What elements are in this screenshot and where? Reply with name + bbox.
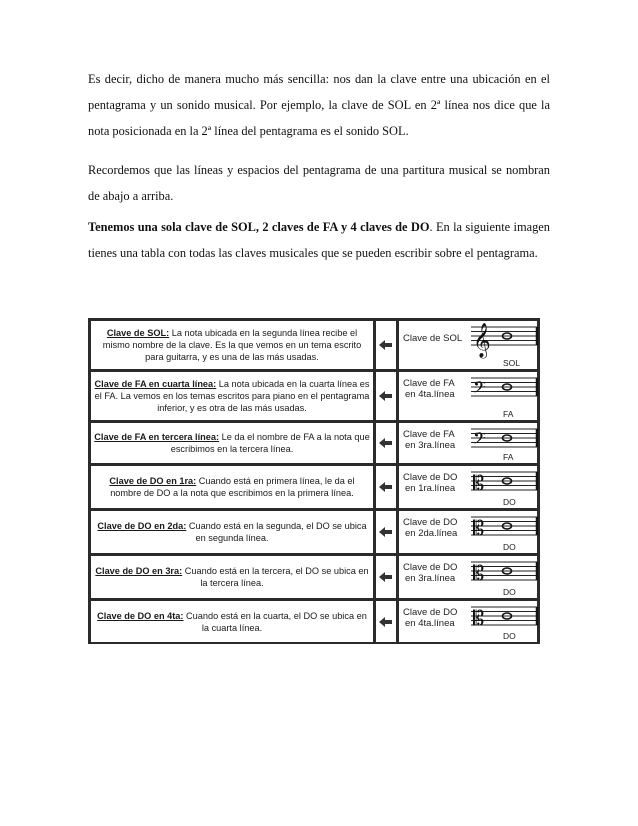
clef-label: Clave de FA xyxy=(403,429,455,440)
clefs-table-image xyxy=(88,318,540,644)
note-name: FA xyxy=(503,452,514,462)
claves-summary-bold: Tenemos una sola clave de SOL, 2 claves de FA y 4 claves de DO xyxy=(88,220,430,234)
row-description xyxy=(91,321,373,369)
clef-label-line: en 1ra.línea xyxy=(405,483,456,494)
do-clef-icon: 𝄡 xyxy=(473,561,485,585)
clef-label: Clave de DO xyxy=(403,472,458,483)
paragraph-claves-summary xyxy=(88,214,550,266)
clef-label-line: en 3ra.línea xyxy=(405,440,456,451)
clef-label: Clave de DO xyxy=(403,517,458,528)
row-description xyxy=(91,466,373,508)
row-title: Clave de SOL: xyxy=(106,328,170,338)
row-text: Cuando está en la tercera, el DO se ubica en la tercera línea. xyxy=(182,566,369,588)
table-row xyxy=(91,372,537,420)
table-row xyxy=(91,511,537,553)
fa-clef-icon: 𝄢 xyxy=(473,377,486,401)
row-clef-image xyxy=(399,511,537,553)
row-text: La nota ubicada en la segunda línea recibe el mismo nombre de la clave. Es la que vemos en un tema escrito para guitarra, y es una de las más usadas. xyxy=(102,328,362,362)
fa-clef-icon: 𝄢 xyxy=(473,428,486,452)
table-row xyxy=(91,466,537,508)
row-clef-image xyxy=(399,321,537,369)
note-name: FA xyxy=(503,409,514,419)
table-row xyxy=(91,556,537,598)
row-description xyxy=(91,601,373,642)
row-title: Clave de DO en 4ta: xyxy=(97,610,184,621)
arrow-icon xyxy=(376,556,396,598)
row-title: Clave de FA en cuarta línea: xyxy=(94,379,217,389)
row-description xyxy=(91,423,373,463)
arrow-icon xyxy=(376,423,396,463)
row-title: Clave de DO en 3ra: xyxy=(95,566,183,576)
row-title: Clave de DO en 1ra: xyxy=(109,476,197,486)
clef-label-line: en 3ra.línea xyxy=(405,573,456,584)
row-clef-image xyxy=(399,556,537,598)
table-row xyxy=(91,423,537,463)
note-name: DO xyxy=(503,542,516,552)
row-description xyxy=(91,372,373,420)
paragraph-lineas-espacios: Recordemos que las líneas y espacios del pentagrama de una partitura musical se nombran de abajo a arriba. xyxy=(88,163,550,203)
note-name: SOL xyxy=(503,358,521,368)
row-clef-image xyxy=(399,372,537,420)
row-clef-image xyxy=(399,601,537,642)
row-description xyxy=(91,511,373,553)
claves-summary-rest: . En la siguiente imagen tienes una tabla con todas las claves musicales que se pueden escribir sobre el pentagrama. xyxy=(88,220,550,260)
clef-label-line: en 4ta.línea xyxy=(405,389,455,400)
do-clef-icon: 𝄡 xyxy=(473,471,485,495)
arrow-icon xyxy=(376,372,396,420)
row-clef-image xyxy=(399,423,537,463)
arrow-icon xyxy=(376,321,396,369)
row-text: Cuando está en la segunda, el DO se ubica en segunda línea. xyxy=(186,521,367,543)
clef-label-line: en 4ta.línea xyxy=(405,618,455,629)
row-text: La nota ubicada en la cuarta línea es el FA. La vemos en los temas escritos para piano en el pentagrama inferior, y es otra de las más usadas. xyxy=(94,379,370,413)
arrow-icon xyxy=(376,511,396,553)
note-name: DO xyxy=(503,587,516,597)
clef-label: Clave de DO xyxy=(403,562,458,573)
clef-label: Clave de DO xyxy=(403,607,458,618)
row-title: Clave de FA en tercera línea: xyxy=(94,432,220,442)
note-name: DO xyxy=(503,497,516,507)
row-text: Le da el nombre de FA a la nota que escribimos en la tercera línea. xyxy=(170,432,370,454)
note-name: DO xyxy=(503,631,516,641)
sol-clef-icon: 𝄞 xyxy=(473,323,491,358)
arrow-icon xyxy=(376,601,396,642)
table-row xyxy=(91,321,537,369)
arrow-icon xyxy=(376,466,396,508)
row-clef-image xyxy=(399,466,537,508)
row-description xyxy=(91,556,373,598)
clef-label: Clave de SOL xyxy=(403,333,463,344)
do-clef-icon: 𝄡 xyxy=(473,516,485,540)
clef-label-line: en 2da.línea xyxy=(405,528,458,539)
table-row xyxy=(91,601,537,642)
paragraph-clave-definition: Es decir, dicho de manera mucho más sencilla: nos dan la clave entre una ubicación en el pentagrama y un sonido musical. Por ejemplo, la clave de SOL en 2ª línea nos dice que la nota posicionada en la 2ª línea del pentagrama es el sonido SOL. xyxy=(88,72,550,138)
row-text: Cuando está en la cuarta, el DO se ubica en la cuarta línea. xyxy=(183,610,367,633)
clef-label: Clave de FA xyxy=(403,378,455,389)
row-text: Cuando está en primera línea, le da el nombre de DO a la nota que escribimos en la primera línea. xyxy=(110,476,355,498)
do-clef-icon: 𝄡 xyxy=(473,606,485,630)
row-title: Clave de DO en 2da: xyxy=(97,521,187,531)
